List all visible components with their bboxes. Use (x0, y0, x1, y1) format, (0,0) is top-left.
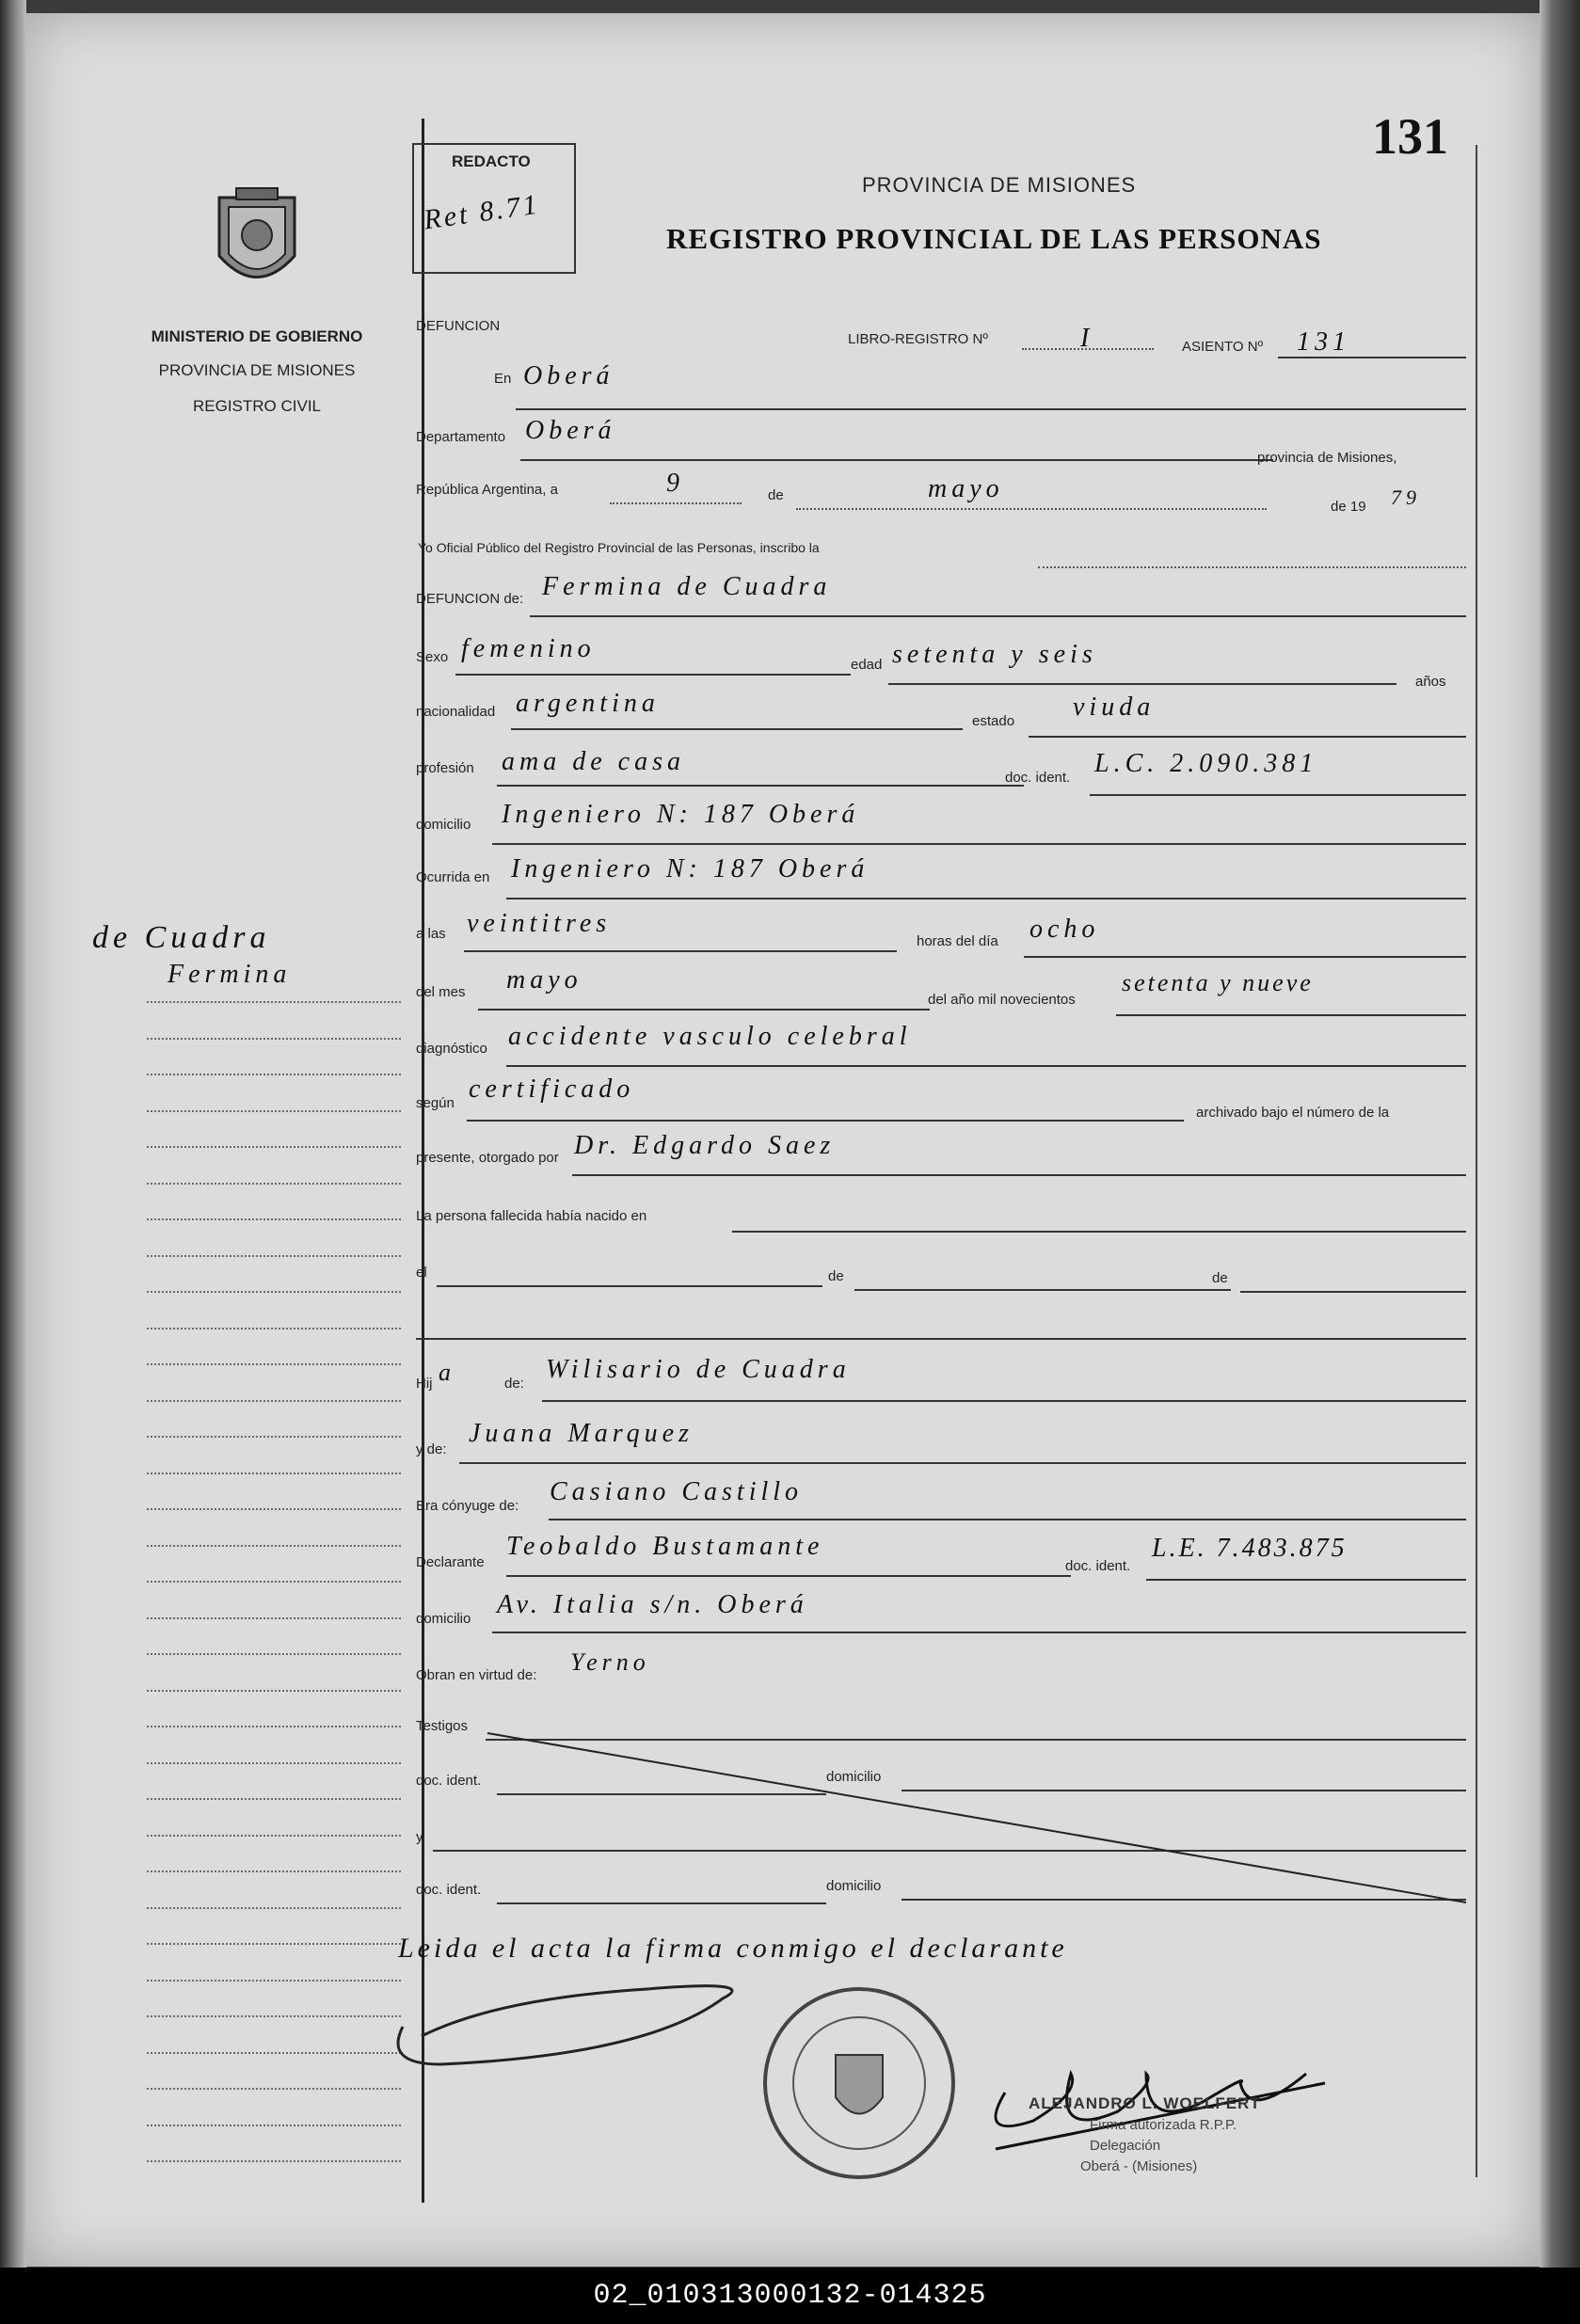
page-number: 131 (1372, 108, 1448, 165)
margin-ruled-line (147, 1980, 401, 1982)
header-registry: REGISTRO PROVINCIAL DE LAS PERSONAS (666, 222, 1322, 255)
margin-ruled-line (147, 1291, 401, 1293)
testigos-label: Testigos (416, 1718, 469, 1734)
redacto-box (412, 143, 576, 274)
closing-text: Leida el acta la firma conmigo el declarante (398, 1933, 1068, 1964)
doc-ident2-value: L.E. 7.483.875 (1152, 1534, 1348, 1563)
anio-value: setenta y nueve (1122, 969, 1314, 996)
declarante-line (506, 1575, 1071, 1577)
profesion-value: ama de casa (502, 747, 685, 776)
delmes-label: del mes (416, 984, 466, 1000)
alas-line (464, 950, 897, 952)
nacido-line (732, 1231, 1466, 1233)
domicilio-line (492, 843, 1466, 845)
horas-value: ocho (1029, 915, 1100, 944)
father-value: Wilisario de Cuadra (546, 1355, 851, 1384)
edad-label: edad (851, 657, 883, 673)
deceased-name: Fermina de Cuadra (542, 572, 832, 601)
anio-line (1116, 1014, 1466, 1016)
edad-line (888, 683, 1396, 685)
margin-ruled-line (147, 1508, 401, 1510)
signature-place: Oberá - (Misiones) (1080, 2158, 1198, 2174)
obran-value: Yerno (570, 1648, 650, 1676)
conyuge-label: Era cónyuge de: (416, 1498, 519, 1514)
ocurrida-line (506, 898, 1466, 899)
image-id-footer: 02_010313000132-014325 (0, 2268, 1580, 2324)
republica-label: República Argentina, a (416, 482, 558, 498)
domicilio3-label: domicilio (826, 1769, 882, 1785)
conyuge-value: Casiano Castillo (550, 1477, 804, 1506)
diagnostico-line (506, 1065, 1466, 1067)
segun-line (467, 1120, 1184, 1122)
profesion-label: profesión (416, 760, 474, 776)
obran-label: Obran en virtud de: (416, 1667, 537, 1683)
official-stamp (756, 1980, 963, 2187)
de3-label: de (1212, 1270, 1228, 1286)
domicilio4-label: domicilio (826, 1878, 882, 1894)
declarante-value: Teobaldo Bustamante (506, 1532, 824, 1561)
sexo-label: Sexo (416, 649, 449, 665)
segun-value: certificado (469, 1074, 635, 1104)
ocurrida-value: Ingeniero N: 187 Oberá (511, 854, 870, 883)
header-province: PROVINCIA DE MISIONES (862, 173, 1137, 197)
margin-ruled-line (147, 1436, 401, 1438)
estado-value: viuda (1073, 692, 1156, 722)
domicilio-label: domicilio (416, 817, 471, 833)
margin-ruled-line (147, 1218, 401, 1220)
month-value: mayo (928, 474, 1004, 503)
hij-de-label: de: (504, 1376, 524, 1392)
year-label: de 19 (1331, 499, 1366, 515)
departamento-value: Oberá (525, 416, 616, 445)
doc-ident-value: L.C. 2.090.381 (1094, 749, 1318, 778)
defuncion-de-line (530, 615, 1466, 617)
margin-ruled-line (147, 2088, 401, 2090)
domicilio2-line (492, 1632, 1466, 1633)
redacto-label: REDACTO (452, 152, 531, 170)
margin-ruled-line (147, 2125, 401, 2126)
alas-value: veintitres (467, 909, 612, 938)
provincia-label: provincia de Misiones, (1257, 450, 1397, 466)
blank-line (416, 1338, 1466, 1340)
estado-line (1029, 736, 1466, 738)
oficial-text: Yo Oficial Público del Registro Provincial de las Personas, inscribo la (418, 540, 820, 555)
archivado-label: archivado bajo el número de la (1196, 1105, 1390, 1121)
margin-ruled-line (147, 1255, 401, 1257)
presente-label: presente, otorgado por (416, 1150, 559, 1166)
witness-strikethrough (478, 1726, 1476, 1914)
margin-ruled-line (147, 1653, 401, 1655)
month-line (796, 508, 1267, 510)
diagnostico-label: diagnóstico (416, 1041, 487, 1057)
de3-line (1240, 1291, 1466, 1293)
departamento-line (520, 459, 1273, 461)
margin-ruled-line (147, 1617, 401, 1619)
segun-label: según (416, 1095, 455, 1111)
margin-ruled-line (147, 2015, 401, 2017)
provincial-seal (200, 181, 313, 298)
doc-ident4-label: doc. ident. (416, 1882, 482, 1898)
en-label: En (494, 371, 512, 387)
margin-ruled-line (147, 1762, 401, 1764)
father-line (542, 1400, 1466, 1402)
margin-ruled-line (147, 1400, 401, 1402)
domicilio2-label: domicilio (416, 1611, 471, 1627)
nacionalidad-value: argentina (516, 689, 660, 718)
ocurrida-label: Ocurrida en (416, 869, 490, 885)
signature-delegacion: Delegación (1090, 2138, 1161, 2154)
doc-ident-label: doc. ident. (1005, 770, 1071, 786)
margin-ruled-line (147, 2052, 401, 2054)
en-value: Oberá (523, 361, 614, 390)
margin-ruled-line (147, 1581, 401, 1583)
nacionalidad-line (511, 728, 963, 730)
edad-value: setenta y seis (892, 640, 1097, 669)
defuncion-de-label: DEFUNCION de: (416, 591, 524, 607)
day-value: 9 (666, 469, 684, 498)
delmes-line (478, 1009, 930, 1011)
margin-ruled-line (147, 1146, 401, 1148)
declarante-label: Declarante (416, 1554, 485, 1570)
ministry-line2: PROVINCIA DE MISIONES (158, 361, 356, 379)
margin-ruled-line (147, 1110, 401, 1112)
de2-label: de (828, 1268, 844, 1284)
el-line (437, 1285, 822, 1287)
margin-ruled-line (147, 1328, 401, 1329)
margin-ruled-line (147, 1472, 401, 1474)
book-binding-left (0, 0, 26, 2268)
doc-ident-line (1090, 794, 1466, 796)
hij-value: a (439, 1359, 455, 1386)
presente-value: Dr. Edgardo Saez (574, 1131, 836, 1160)
sexo-line (455, 674, 851, 676)
right-rule (1476, 145, 1477, 2177)
ministry-line3: REGISTRO CIVIL (192, 397, 322, 415)
margin-ruled-line (147, 1363, 401, 1365)
margin-ruled-line (147, 1835, 401, 1837)
redacto-handwriting: Ret 8.71 (422, 188, 542, 236)
de2-line (854, 1289, 1231, 1291)
anio-label: del año mil novecientos (928, 992, 1076, 1008)
nacionalidad-label: nacionalidad (416, 704, 496, 720)
departamento-label: Departamento (416, 429, 506, 445)
el-label: el (416, 1265, 427, 1281)
horas-line (1024, 956, 1466, 958)
libro-value: I (1080, 324, 1094, 353)
margin-ruled-line (147, 1690, 401, 1692)
margin-ruled-line (147, 1943, 401, 1945)
delmes-value: mayo (506, 965, 583, 995)
margin-ruled-line (147, 1183, 401, 1185)
margin-note-name: Fermina (168, 960, 292, 989)
oficial-line (1038, 566, 1466, 568)
margin-ruled-line (147, 1001, 401, 1003)
alas-label: a las (416, 926, 446, 942)
year-value: 79 (1391, 485, 1421, 509)
doc-ident2-line (1146, 1579, 1466, 1581)
libro-label: LIBRO-REGISTRO Nº (848, 331, 988, 347)
domicilio2-value: Av. Italia s/n. Oberá (497, 1590, 808, 1619)
book-edge-right (1540, 0, 1580, 2268)
mother-line (459, 1462, 1466, 1464)
nacido-label: La persona fallecida había nacido en (416, 1208, 647, 1224)
conyuge-line (549, 1519, 1466, 1520)
y-de-label: y de: (416, 1441, 447, 1457)
en-line (516, 408, 1466, 410)
horas-label: horas del día (917, 933, 998, 949)
anos-label: años (1415, 674, 1446, 690)
profesion-line (497, 785, 1024, 787)
margin-ruled-line (147, 1074, 401, 1075)
doc-ident3-label: doc. ident. (416, 1773, 482, 1789)
signature-name: ALEJANDRO L. WOELFERT (1029, 2094, 1261, 2112)
margin-ruled-line (147, 1907, 401, 1909)
asiento-label: ASIENTO Nº (1182, 339, 1264, 355)
signature-title: Firma autorizada R.P.P. (1090, 2117, 1237, 2133)
margin-ruled-line (147, 1870, 401, 1872)
defuncion-title: DEFUNCION (416, 318, 501, 334)
y-label: y (416, 1829, 423, 1845)
register-page (26, 13, 1540, 2267)
estado-label: estado (972, 713, 1015, 729)
margin-ruled-line (147, 1545, 401, 1547)
day-line (610, 502, 742, 504)
margin-ruled-line (147, 2160, 401, 2162)
margin-ruled-line (147, 1798, 401, 1800)
margin-note-surname: de Cuadra (92, 920, 271, 955)
ministry-line1: MINISTERIO DE GOBIERNO (151, 327, 363, 345)
domicilio-value: Ingeniero N: 187 Oberá (502, 800, 860, 829)
margin-ruled-line (147, 1038, 401, 1040)
margin-ruled-line (147, 1726, 401, 1727)
sexo-value: femenino (461, 634, 596, 663)
doc-ident2-label: doc. ident. (1065, 1558, 1131, 1574)
hij-label: Hij (416, 1376, 433, 1392)
de-label: de (768, 487, 784, 503)
presente-line (572, 1174, 1466, 1176)
mother-value: Juana Marquez (469, 1419, 694, 1448)
asiento-value: 131 (1297, 327, 1350, 357)
diagnostico-value: accidente vasculo celebral (508, 1022, 912, 1051)
